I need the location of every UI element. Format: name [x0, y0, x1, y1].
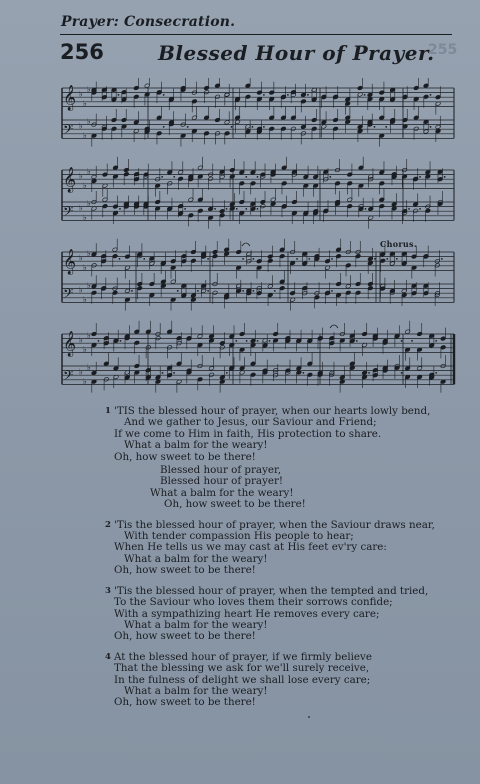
dot-mark: [173, 372, 175, 374]
dot-mark: [207, 258, 209, 260]
dot-mark: [162, 372, 164, 374]
dot-mark: [184, 208, 186, 210]
verse-line: In the fulness of delight we shall lose every care;: [114, 673, 371, 686]
dot-mark: [302, 372, 304, 374]
dot-mark: [252, 258, 254, 260]
header-rule: [60, 34, 452, 35]
fermata: [330, 325, 338, 328]
fermata: [242, 243, 250, 246]
dot-mark: [441, 258, 443, 260]
dot-mark: [231, 126, 233, 128]
dot-mark: [236, 208, 238, 210]
verse-line: Oh, how sweet to be there!: [114, 696, 256, 709]
dot-mark: [246, 340, 248, 342]
chorus-label: Chorus.: [380, 239, 417, 249]
dot-mark: [419, 176, 421, 178]
dot-mark: [177, 290, 179, 292]
dot-mark: [257, 176, 259, 178]
flat-sign: ♭: [87, 363, 91, 372]
verse-line: 'Tis the blessed hour of prayer, when the tempted and tried,: [114, 584, 429, 597]
dot-mark: [98, 340, 100, 342]
dot-mark: [173, 176, 175, 178]
dot-mark: [143, 258, 145, 260]
verse-line: What a balm for the weary!: [124, 439, 268, 452]
flat-sign: ♭: [83, 376, 87, 386]
dot-mark: [385, 126, 387, 128]
verse-line: If we come to Him in faith, His protection to share.: [114, 427, 382, 440]
hymn-number: 256: [60, 40, 104, 64]
verse-4: [105, 650, 464, 709]
bass-clef: 𝄢: [63, 285, 74, 305]
dot-mark: [430, 94, 432, 96]
dot-mark: [365, 208, 367, 210]
dot-mark: [118, 94, 120, 96]
dot-mark: [396, 258, 398, 260]
refrain-line: What a balm for the weary!: [150, 486, 294, 499]
dot-mark: [197, 290, 199, 292]
verse-line: Oh, how sweet to be there!: [114, 630, 256, 643]
dot-mark: [356, 340, 358, 342]
bleed-through-number: 255: [428, 42, 458, 58]
dot-mark: [386, 258, 388, 260]
flat-sign: ♭: [87, 281, 91, 290]
dot-mark: [242, 258, 244, 260]
dot-mark: [263, 126, 265, 128]
flat-sign: ♭: [83, 344, 87, 354]
dot-mark: [444, 176, 446, 178]
refrain: [150, 464, 464, 511]
refrain-line: Oh, how sweet to be there!: [164, 498, 306, 511]
treble-clef: 𝄞: [63, 331, 77, 357]
verse-line: What a balm for the weary!: [124, 552, 268, 565]
dot-mark: [245, 176, 247, 178]
dot-mark: [207, 290, 209, 292]
dot-mark: [163, 126, 165, 128]
dot-mark: [401, 340, 403, 342]
flat-sign: ♭: [83, 180, 87, 190]
dot-mark: [120, 340, 122, 342]
verse-line: What a balm for the weary!: [124, 684, 268, 697]
verse-line: Oh, how sweet to be there!: [114, 450, 256, 463]
verse-3: [105, 584, 464, 643]
dot-mark: [274, 290, 276, 292]
dot-mark: [161, 176, 163, 178]
verse-number: 3: [105, 585, 111, 596]
dot-mark: [331, 290, 333, 292]
flat-sign: ♭: [87, 331, 91, 340]
dot-mark: [163, 94, 165, 96]
dot-mark: [131, 290, 133, 292]
verse-line: What a balm for the weary!: [124, 618, 268, 631]
flat-sign: ♭: [83, 212, 87, 222]
dot-mark: [226, 208, 228, 210]
flat-sign: ♭: [83, 262, 87, 272]
dot-mark: [401, 372, 403, 374]
bass-clef: 𝄢: [63, 367, 74, 387]
dot-mark: [307, 94, 309, 96]
refrain-line: Blessed hour of prayer,: [160, 464, 282, 477]
print-speck: [308, 716, 310, 718]
verse-number: 1: [105, 406, 111, 416]
dot-mark: [287, 94, 289, 96]
verse-line: At the blessed hour of prayer, if we firmly believe: [114, 650, 372, 663]
dot-mark: [214, 208, 216, 210]
flat-sign: ♭: [79, 285, 83, 295]
dot-mark: [119, 208, 121, 210]
flat-sign: ♭: [79, 367, 83, 377]
dot-mark: [435, 340, 437, 342]
dot-mark: [329, 176, 331, 178]
dot-mark: [411, 340, 413, 342]
dot-mark: [364, 94, 366, 96]
flat-sign: ♭: [83, 130, 87, 140]
dot-mark: [331, 258, 333, 260]
dot-mark: [226, 372, 228, 374]
dot-mark: [257, 340, 259, 342]
verse-line: 'Tis the blessed hour of prayer, when the Saviour draws near,: [114, 518, 435, 531]
dot-mark: [296, 258, 298, 260]
dot-mark: [263, 94, 265, 96]
dot-mark: [245, 208, 247, 210]
verse-line: Oh, how sweet to be there!: [114, 564, 256, 577]
dot-mark: [257, 208, 259, 210]
verse-line: With a sympathizing heart He removes every care;: [114, 607, 380, 620]
treble-clef: 𝄞: [63, 85, 77, 111]
flat-sign: ♭: [79, 253, 83, 263]
verse-line: That the blessing we ask for we'll surely receive,: [114, 662, 370, 675]
treble-clef: 𝄞: [63, 249, 77, 275]
dot-mark: [119, 258, 121, 260]
dot-mark: [368, 372, 370, 374]
verse-line: And we gather to Jesus, our Saviour and Friend;: [124, 416, 377, 429]
verses: [105, 405, 464, 718]
bass-clef: 𝄢: [63, 121, 74, 141]
verse-number: 4: [105, 651, 111, 662]
dot-mark: [430, 126, 432, 128]
dot-mark: [269, 340, 271, 342]
refrain-line: Blessed hour of prayer!: [160, 475, 284, 488]
flat-sign: ♭: [87, 249, 91, 258]
bass-clef: 𝄢: [63, 203, 74, 223]
verse-line: With tender compassion His people to hear;: [124, 530, 354, 543]
verse-2: [105, 518, 464, 577]
dot-mark: [252, 290, 254, 292]
dot-mark: [419, 208, 421, 210]
dot-mark: [374, 258, 376, 260]
treble-clef: 𝄞: [63, 167, 77, 193]
hymn-title: Blessed Hour of Prayer.: [158, 41, 435, 65]
section-label: Prayer: Consecration.: [61, 14, 236, 30]
flat-sign: ♭: [83, 294, 87, 304]
dot-mark: [252, 126, 254, 128]
flat-sign: ♭: [87, 85, 91, 94]
flat-sign: ♭: [79, 335, 83, 345]
verse-line: When He tells us we may cast at His feet ev'ry care:: [114, 541, 387, 554]
flat-sign: ♭: [87, 167, 91, 176]
flat-sign: ♭: [79, 89, 83, 99]
verse-number: 2: [105, 519, 111, 530]
verse-line: 'TIS the blessed hour of prayer, when our hearts lowly bend,: [114, 405, 431, 417]
flat-sign: ♭: [79, 203, 83, 213]
flat-sign: ♭: [79, 121, 83, 131]
dot-mark: [242, 290, 244, 292]
dot-mark: [435, 372, 437, 374]
dot-mark: [187, 126, 189, 128]
flat-sign: ♭: [87, 117, 91, 126]
dot-mark: [408, 208, 410, 210]
verse-line: To the Saviour who loves them their sorrows confide;: [114, 596, 393, 609]
flat-sign: ♭: [79, 171, 83, 181]
flat-sign: ♭: [87, 199, 91, 208]
dot-mark: [308, 258, 310, 260]
verse-1: [105, 405, 464, 511]
dot-mark: [374, 126, 376, 128]
flat-sign: ♭: [83, 98, 87, 108]
dot-mark: [235, 340, 237, 342]
